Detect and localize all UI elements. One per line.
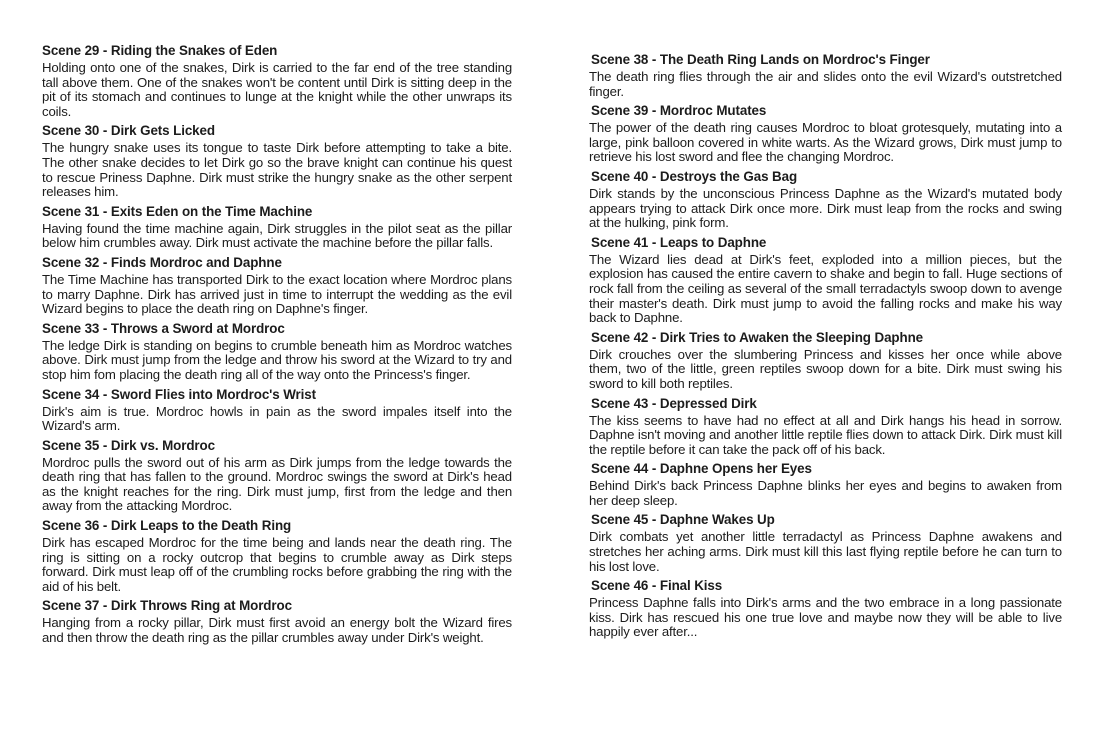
scene-title: Scene 31 - Exits Eden on the Time Machine (42, 203, 313, 219)
scene-title: Scene 37 - Dirk Throws Ring at Mordroc (42, 598, 292, 614)
scene-description: Behind Dirk's back Princess Daphne blinks her eyes and begins to awaken from her deep sleep. (589, 478, 1062, 508)
scene-42 (588, 328, 1062, 392)
scene-description: Dirk combats yet another little terradactyl as Princess Daphne awakens and stretches her aching arms. Dirk must kill this last flying reptile before he can turn to his lost love. (589, 529, 1062, 574)
scene-description: Dirk crouches over the slumbering Princess and kisses her once while above them, two of the little, green reptiles swoop down for a bite. Dirk must swing his sword to kill both reptiles. (589, 346, 1062, 391)
scene-description: The Wizard lies dead at Dirk's feet, exploded into a million pieces, but the explosion has caused the entire cavern to shake and begin to fall. Huge sections of rock fall from the ceiling as several of the small terradactyls swoop down to avenge their master's death. Dirk must jump to avoid the falling rocks and make his way back to Daphne. (589, 251, 1062, 326)
scene-title: Scene 29 - Riding the Snakes of Eden (42, 43, 278, 58)
scene-35 (40, 436, 512, 514)
scene-description: Holding onto one of the snakes, Dirk is carried to the far end of the tree standing tall above them. One of the snakes won't be content until Dirk is sitting deep in the pit of its stomach and continues to lunge at the knight while the other unwraps its coils. (42, 60, 512, 119)
scene-title: Scene 30 - Dirk Gets Licked (42, 123, 215, 139)
scene-title: Scene 42 - Dirk Tries to Awaken the Sleeping Daphne (591, 329, 924, 345)
scene-title: Scene 40 - Destroys the Gas Bag (591, 168, 798, 184)
right-column (588, 50, 1062, 642)
scene-36 (40, 516, 512, 594)
scene-description: Dirk's aim is true. Mordroc howls in pain as the sword impales itself into the Wizard's arm. (42, 403, 512, 434)
scene-description: Princess Daphne falls into Dirk's arms and the two embrace in a long passionate kiss. Dirk has rescued his one true love and maybe now they will be able to live happily ever after... (589, 595, 1062, 640)
scene-title: Scene 33 - Throws a Sword at Mordroc (42, 320, 285, 336)
scene-title: Scene 41 - Leaps to Daphne (591, 234, 767, 250)
scene-description: The ledge Dirk is standing on begins to crumble beneath him as Mordroc watches above. Dirk must jump from the ledge and throw his sword at the Wizard to try and stop him fom placing the death ring all of the way onto the Princess's finger. (42, 337, 512, 382)
scene-46 (588, 576, 1062, 640)
scene-45 (588, 510, 1062, 574)
scene-title: Scene 34 - Sword Flies into Mordroc's Wrist (42, 386, 316, 402)
scene-32 (40, 253, 512, 317)
scene-title: Scene 36 - Dirk Leaps to the Death Ring (42, 518, 292, 534)
scene-title: Scene 46 - Final Kiss (591, 578, 723, 594)
scene-title: Scene 35 - Dirk vs. Mordroc (42, 437, 215, 453)
scene-title: Scene 39 - Mordroc Mutates (591, 103, 767, 119)
scene-description: The kiss seems to have had no effect at all and Dirk hangs his head in sorrow. Daphne isn't moving and another little reptile flies down to attack Dirk. Dirk must kill the reptile before it can take the pack off of his back. (589, 412, 1062, 457)
scene-title: Scene 45 - Daphne Wakes Up (591, 512, 775, 528)
scene-30 (40, 121, 512, 199)
scene-description: The hungry snake uses its tongue to taste Dirk before attempting to take a bite. The other snake decides to let Dirk go so the brave knight can continue his quest to rescue Priness Daphne. Dirk must strike the hungry snake as the other serpent releases him. (42, 140, 512, 200)
scene-title: Scene 43 - Depressed Dirk (591, 395, 757, 411)
scene-title: Scene 32 - Finds Mordroc and Daphne (42, 254, 282, 270)
scene-44 (588, 459, 1062, 508)
scene-description: The power of the death ring causes Mordroc to bloat grotesquely, mutating into a large, pink balloon covered in white warts. As the Wizard grows, Dirk must jump to retrieve his lost sword and flee the changing Mordroc. (589, 120, 1062, 165)
scene-39 (588, 101, 1062, 165)
scene-34 (40, 385, 512, 434)
scene-37 (40, 596, 512, 645)
scene-description: The Time Machine has transported Dirk to the exact location where Mordroc plans to marry Daphne. Dirk has arrived just in time to interrupt the wedding as the evil Wizard begins to place the death ring on Daphne's finger. (42, 271, 512, 317)
scene-29 (40, 41, 512, 119)
scene-description: Dirk stands by the unconscious Princess Daphne as the Wizard's mutated body appears trying to attack Dirk once more. Dirk must leap from the rocks and swing at the hulking, pink form. (589, 185, 1062, 231)
scene-40 (588, 167, 1062, 231)
scene-description: The death ring flies through the air and slides onto the evil Wizard's outstretched finger. (589, 69, 1062, 99)
scene-41 (588, 233, 1062, 326)
left-column (40, 41, 512, 648)
scene-33 (40, 319, 512, 383)
scene-31 (40, 202, 512, 251)
scene-38 (588, 50, 1062, 99)
scene-description: Hanging from a rocky pillar, Dirk must first avoid an energy bolt the Wizard fires and then throw the death ring as the pillar crumbles away under Dirk's weight. (42, 615, 512, 646)
scene-title: Scene 38 - The Death Ring Lands on Mordroc's Finger (591, 52, 930, 67)
scene-description: Having found the time machine again, Dirk struggles in the pilot seat as the pillar below him crumbles away. Dirk must activate the machine before the pillar falls. (42, 220, 512, 251)
scene-description: Mordroc pulls the sword out of his arm as Dirk jumps from the ledge towards the death ring that has fallen to the ground. Mordroc swings the sword at Dirk's head as the knight reaches for the ring. Dirk must jump, first from the ledge and then away from the attacking Mordroc. (42, 454, 512, 514)
scene-description: Dirk has escaped Mordroc for the time being and lands near the death ring. The ring is sitting on a rocky outcrop that begins to crumble away as Dirk steps forward. Dirk must leap off of the crumbling rocks before grabbing the ring with the aid of his belt. (42, 535, 512, 594)
scene-43 (588, 394, 1062, 458)
scene-title: Scene 44 - Daphne Opens her Eyes (591, 461, 812, 477)
